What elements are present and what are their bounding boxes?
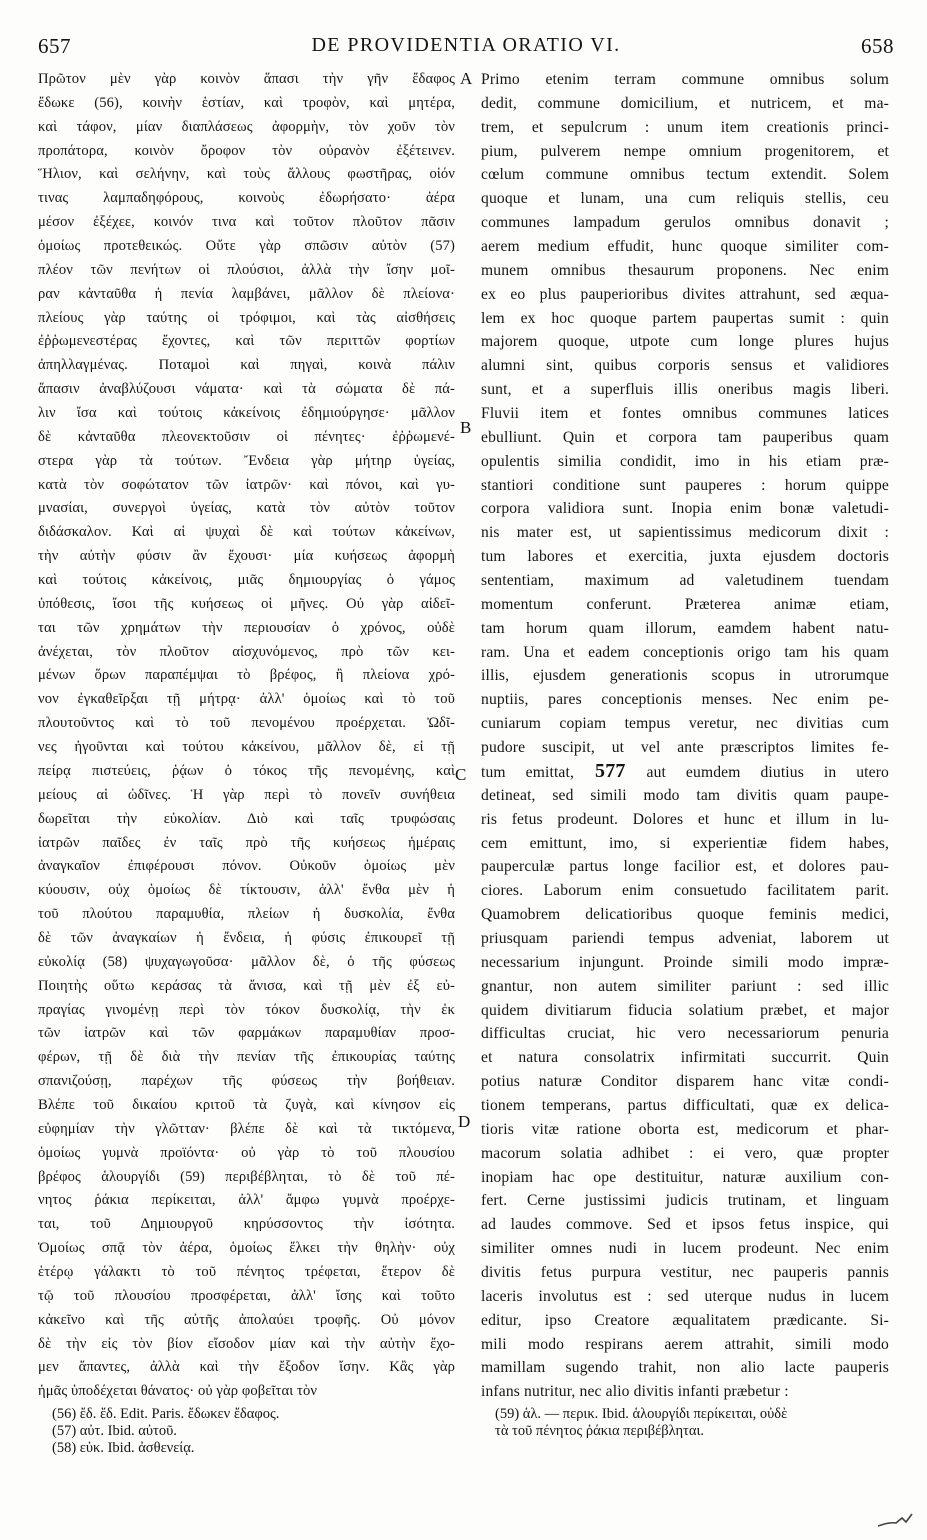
latin-line: munem omnibus thesaurum proponens. Nec enim	[481, 261, 889, 279]
greek-line: σπανιζούσῃ, παρέχων τῆς φύσεως τὴν βοήθειαν.	[38, 1073, 455, 1090]
greek-line: ται, τοῦ Δημιουργοῦ κηρύσσοντος τὴν ἰσότητα.	[38, 1216, 455, 1233]
latin-line: tioris vitæ ratione oborta est, medicorum et phar-	[481, 1120, 889, 1138]
latin-line: cœlum commune omnibus tectum extendit. Solem	[481, 166, 889, 184]
latin-line: illis, ejusdem generationis scopus in utrorumque	[481, 667, 889, 685]
latin-line: difficultas cruciat, hic vero necessariorum penuria	[481, 1025, 889, 1043]
greek-line: δὲ τῶν ἀναγκαίων ἡ ἔνδεια, ἡ φύσις ἐπικουρεῖ τῇ	[38, 929, 455, 946]
greek-line: κύουσιν, οὐχ ὁμοίως δὲ τίκτουσιν, ἀλλ' ἔνθα μὲν ἡ	[38, 882, 455, 899]
latin-line: corpora validiora sunt. Inopia enim bonæ valetudi-	[481, 500, 889, 518]
latin-text-column	[481, 68, 889, 1404]
latin-line: laceris involutus est : sed uterque nudus in lucem	[481, 1287, 889, 1305]
greek-line: νες ἡγοῦνται καὶ τούτου κἀκείνου, μᾶλλον δὲ, εἰ τῇ	[38, 739, 455, 756]
greek-line: ἰατρῶν παῖδες ἐν ταῖς πρὸ τῆς κυήσεως ἡμέραις	[38, 834, 455, 851]
latin-line-text: aut eumdem diutius in utero	[646, 763, 889, 781]
greek-line: δὲ κἀνταῦθα πλεονεκτοῦσιν οἱ πένητες· ἐῤῥωμενέ-	[38, 428, 455, 445]
latin-line: pauperculæ partus longe facilior est, et dolores pau-	[481, 858, 889, 876]
latin-line: mili modo respirans aerem attrahit, simili modo	[481, 1335, 889, 1353]
latin-line: similiter omnes nudi in lucem prodeunt. Nec enim	[481, 1240, 889, 1258]
footnote: (57) αὐτ. Ibid. αὐτοῦ.	[52, 1423, 177, 1439]
latin-line: ris fetus prodeunt. Dolores et hunc et illum in lu-	[481, 810, 889, 828]
greek-line: μνασίαι, συνεργοὶ ὑγείας, κατὰ τὸν αὐτὸν τοῦτον	[38, 500, 455, 517]
greek-line: πλουτοῦντος καὶ τὸ τοῦ πενομένου προέρχεται. Ὠδῖ-	[38, 715, 455, 732]
greek-line: διδάσκαλον. Καὶ αἱ ψυχαὶ δὲ καὶ τούτων κἀκείνων,	[38, 524, 455, 541]
latin-line: necessarium injungunt. Proinde simili modo impræ-	[481, 953, 889, 971]
latin-line: trem, et sepulcrum : unum item creationis princi-	[481, 118, 889, 136]
greek-line: Ποιητὴς οὕτω κεράσας τὰ ἄνισα, καὶ τῇ μὲν ἐξ εὐ-	[38, 977, 455, 994]
latin-line: potius naturæ Conditor disparem hanc vitæ condi-	[481, 1073, 889, 1091]
greek-line: μένων ὅρων παραπέμψαι τὸ βρέφος, ἢ πλείονα χρό-	[38, 667, 455, 684]
margin-letter-d: D	[458, 1112, 471, 1131]
greek-line: νον ἐγκαθεῖρξαι τῇ μήτρᾳ· ἀλλ' ὁμοίως καὶ τὸ τοῦ	[38, 691, 455, 708]
greek-line: μείους αἱ ὠδῖνες. Ἡ γὰρ περὶ τὸ πονεῖν συνήθεια	[38, 786, 455, 803]
latin-line: fert. Cerne justissimi judicis trutinam, et linguam	[481, 1192, 889, 1210]
greek-line: ἔδωκε (56), κοινὴν ἑστίαν, καὶ τροφὸν, καὶ μητέρα,	[38, 94, 455, 111]
footnote: τὰ τοῦ πένητος ῥάκια περιβέβληται.	[495, 1423, 705, 1439]
latin-line: ram. Una et eadem conceptionis origo tam his quam	[481, 643, 889, 661]
latin-line: ex eo plus pauperioribus divites attrahunt, sed æqua-	[481, 285, 889, 303]
latin-line: alumni sint, quibus corporis sensus et validiores	[481, 357, 889, 375]
latin-line: cuniarum copiam tempus veretur, nec divitias cum	[481, 715, 889, 733]
greek-line: ἑτέρῳ γάλακτι τὸ τοῦ πένητος τρέφεται, ἕτερον δὲ	[38, 1263, 455, 1280]
greek-line: δωρεῖται τὴν εὐκολίαν. Διὸ καὶ ταῖς τρυφώσαις	[38, 810, 455, 827]
latin-line: Quamobrem delicatioribus quoque feminis medici,	[481, 906, 889, 924]
greek-line: πλείους γὰρ ταύτης οἱ τρόφιμοι, καὶ τὰς αἰσθήσεις	[38, 309, 455, 326]
greek-line: Βλέπε τοῦ δικαίου κριτοῦ τὰ ζυγὰ, καὶ κίνησον εἰς	[38, 1096, 455, 1113]
page-header	[38, 34, 894, 60]
greek-line: ἐῤῥωμενεστέρας ἔχοντες, καὶ τῶν περιττῶν φορτίων	[38, 333, 455, 350]
latin-line: tam horum quam illorum, eamdem habent natu-	[481, 619, 889, 637]
greek-line: καὶ τούτοις κἀκείνοις, μιᾶς δημιουργίας ὁ γάμος	[38, 572, 455, 589]
footnotes-greek	[52, 1406, 452, 1457]
latin-line: Primo etenim terram commune omnibus solum	[481, 71, 889, 88]
latin-line: stantiori conditione sunt pauperes : horum quippe	[481, 476, 889, 494]
greek-line: ται τῶν χρημάτων τὴν περιουσίαν ὁ χρόνος, οὐδὲ	[38, 619, 455, 636]
latin-line: tionem temperans, partus difficultati, quæ ex delica-	[481, 1096, 889, 1114]
footnotes-latin	[495, 1406, 895, 1440]
latin-line-text: tum emittat,	[481, 763, 575, 781]
greek-line: εὐκολίᾳ (58) ψυχαγωγοῦσα· μᾶλλον δὲ, ὁ τῆς φύσεως	[38, 953, 455, 970]
latin-line: pudore suscipit, ut vel ante præscriptos limites fe-	[481, 739, 889, 757]
column-number-577: 577	[574, 759, 647, 782]
greek-line: ραν κἀνταῦθα ἡ πενία λαμβάνει, μᾶλλον δὲ πλείονα·	[38, 285, 455, 302]
greek-line: τὴν αὐτὴν φύσιν ἂν ἔχουσι· μία κυήσεως ἀφορμὴ	[38, 548, 455, 565]
greek-line: μέσον ἐξέχεε, κοινόν τινα καὶ τοῦτον πλοῦτον πᾶσιν	[38, 214, 455, 231]
greek-line: τῶν ἰατρῶν καὶ τῶν φαρμάκων παραμυθίαν προσ-	[38, 1025, 455, 1042]
greek-line: τοῦ πλούτου παραμυθία, πλείων ἡ δυσκολία, ἔνθα	[38, 906, 455, 923]
greek-line: τῷ τοῦ πλουσίου προσφέρεται, ἀλλ' ἴσης καὶ τοῦτο	[38, 1287, 455, 1304]
greek-line: βρέφος ἁλουργίδι (59) περιβέβληται, τὸ δὲ τοῦ πέ-	[38, 1168, 455, 1185]
margin-letter-c: C	[455, 765, 467, 784]
latin-line: cem emittunt, imo, si experientiæ fidem habes,	[481, 834, 889, 852]
latin-line: priusquam pariendi tempus adveniat, laborem ut	[481, 929, 889, 947]
greek-line: μεν ἅπαντες, ἀλλὰ καὶ τὴν ἔξοδον ἴσην. Κἂς γὰρ	[38, 1359, 455, 1376]
latin-line: infans nutritur, nec alio divitis infanti præbetur :	[481, 1383, 789, 1401]
latin-line: detineat, sed simili modo tam divitis quam paupe-	[481, 786, 889, 804]
footnote: (59) ἁλ. — περικ. Ibid. ἁλουργίδι περίκειται, οὐδὲ	[495, 1406, 788, 1422]
greek-line: Πρῶτον μὲν γὰρ κοινὸν ἅπασι τὴν γῆν ἔδαφος	[38, 71, 455, 87]
greek-line: πραγίας γινομένῃ περὶ τὸν τόκον δυσκολίᾳ, τὴν ἐκ	[38, 1001, 455, 1018]
latin-line: momentum conferunt. Præterea animæ etiam,	[481, 595, 889, 613]
greek-line: νητος ῥάκια περίκειται, ἀλλ' ἄμφω γυμνὰ προέρχε-	[38, 1192, 455, 1209]
latin-line: opulentis similia condidit, imo in his etiam præ-	[481, 452, 889, 470]
latin-line: nuptiis, pares conceptionis menses. Nec enim pe-	[481, 691, 889, 709]
greek-line: πείρᾳ πιστεύεις, ῥᾴων ὁ τόκος τῆς πενομένης, καὶ	[38, 762, 455, 779]
latin-line: dedit, commune domicilium, et nutricem, et ma-	[481, 94, 889, 112]
greek-line: στερα γὰρ τὰ τούτων. Ἔνδεια γὰρ μήτηρ ὑγείας,	[38, 452, 455, 469]
latin-line: divitis fetus purpura vestitur, nec pauperis pannis	[481, 1263, 889, 1281]
footnote: (56) ἔδ. ἔδ. Edit. Paris. ἔδωκεν ἔδαφος.	[52, 1406, 280, 1422]
greek-line: ἀναγκαῖον ἐπιφέρουσι πόνον. Οὐκοῦν ὁμοίως μὲν	[38, 858, 455, 875]
greek-line: ἀνέχεται, τὸν πλοῦτον αἰσχυνόμενος, πρὸ τῶν κει-	[38, 643, 455, 660]
greek-line: πλέον τῶν πενήτων οἱ πλούσιοι, ἀλλὰ τὴν ἴσην μοῖ-	[38, 261, 455, 278]
latin-line: ebulliunt. Quin et corpora tam pauperibus quam	[481, 428, 889, 446]
latin-line: pium, pulverem nempe omnium progenitorem, et	[481, 142, 889, 160]
latin-line: quidem divitiarum fiducia solatium præbet, et major	[481, 1001, 889, 1019]
latin-line: macorum solatia adhibet : ei vero, quæ propter	[481, 1144, 889, 1162]
page-number-left: 657	[38, 34, 71, 58]
latin-line: inopiam hac ope destituitur, naturæ auxilium con-	[481, 1168, 889, 1186]
latin-line: nis mater est, ut sapientissimus medicorum dixit :	[481, 524, 889, 542]
greek-line: κἀκεῖνο καὶ τῆς αὐτῆς ἀπολαύει τροφῆς. Οὐ μόνον	[38, 1311, 455, 1328]
latin-line: et natura consolatrix infirmitati succurrit. Quin	[481, 1049, 889, 1067]
latin-line: ciores. Laborum enim consuetudo facilitatem parit.	[481, 882, 889, 900]
greek-line: εὐφημίαν τὴν γλῶτταν· βλέπε δὲ καὶ τὰ τικτόμενα,	[38, 1120, 455, 1137]
greek-line: ὁμοίως γυμνὰ προϊόντα· οὐ γὰρ τὸ τοῦ πλουσίου	[38, 1144, 455, 1161]
latin-line: tum labores et exercitia, juxta ejusdem doctoris	[481, 548, 889, 566]
latin-line: mamillam sugendo trahit, non alio lacte pauperis	[481, 1359, 889, 1377]
greek-line: ὑπόθεσις, ἴσοι τῆς κυήσεως οἱ μῆνες. Οὐ γὰρ αἰδεῖ-	[38, 595, 455, 612]
latin-line: aerem medium effudit, hunc quoque similiter com-	[481, 238, 889, 256]
greek-line: ἀπηλλαγμένας. Ποταμοὶ καὶ πηγαὶ, κοινὰ πάλιν	[38, 357, 455, 374]
greek-line: καὶ τάφον, μίαν διαπλάσεως ἀφορμὴν, τὸν χοῦν τὸν	[38, 118, 455, 135]
greek-line: Ἥλιον, καὶ σελήνην, καὶ τοὺς ἄλλους φωστῆρας, οἱόν	[38, 166, 455, 183]
latin-line: quoque et lunam, una cum reliquis stellis, ceu	[481, 190, 889, 208]
latin-line: sententiam, maximum ad valetudinem tuendam	[481, 572, 889, 590]
latin-line: ad laudes commove. Sed et ipsos fetus inspice, qui	[481, 1216, 889, 1234]
latin-line: lem ex hoc quoque partem paupertas sumit : quin	[481, 309, 889, 327]
running-title: DE PROVIDENTIA ORATIO VI.	[311, 34, 621, 56]
latin-line: gnantur, non autem similiter pariunt : sed illic	[481, 977, 889, 995]
greek-line: φέρων, τῇ δὲ διὰ τὴν πενίαν τῆς ἐπικουρίας ταύτης	[38, 1049, 455, 1066]
greek-line: λιν ἴσα καὶ τούτοις κἀκείνοις ἐδημιούργησε· μᾶλλον	[38, 405, 455, 422]
latin-line: Fluvii item et fontes omnibus communes latices	[481, 405, 889, 423]
margin-letter-a: A	[460, 69, 473, 88]
latin-line: majorem quoque, utpote cum longe plures hujus	[481, 333, 889, 351]
latin-line	[481, 760, 889, 784]
greek-line: ἡμᾶς ὑποδέχεται θάνατος· οὐ γὰρ φοβεῖται τὸν	[38, 1383, 318, 1400]
greek-line: ἅπασιν ἀναβλύζουσι νάματα· καὶ τὰ σώματα δὲ πά-	[38, 381, 455, 398]
latin-line: communes lampadum gerulos omnibus donavit ;	[481, 214, 889, 232]
latin-line: sunt, et a superfluis illis oneribus magis liberi.	[481, 381, 889, 399]
footnote: (58) εὐκ. Ibid. ἀσθενείᾳ.	[52, 1440, 195, 1456]
margin-letter-b: B	[460, 418, 472, 437]
greek-line: ὁμοίως προτεθεικώς. Οὔτε γὰρ σπῶσιν αὐτὸν (57)	[38, 238, 455, 255]
greek-line: Ὁμοίως σπᾷ τὸν ἀέρα, ὁμοίως ἕλκει τὴν θηλὴν· οὐχ	[38, 1240, 455, 1257]
greek-text-column	[38, 68, 455, 1404]
page-number-right: 658	[861, 34, 894, 58]
greek-line: τινας λαμπαδηφόρους, κοινοὺς ἐδωρήσατο· ἀέρα	[38, 190, 455, 207]
greek-line: δὲ τὴν εἰς τὸν βίον εἴσοδον μίαν καὶ τὴν αὐτὴν ἔχο-	[38, 1335, 455, 1352]
greek-line: κατὰ τὸν σοφώτατον τῶν ἰατρῶν· καὶ πόνοι, καὶ γυ-	[38, 476, 455, 493]
latin-line: editur, ipso Creatore æqualitatem prædicante. Si-	[481, 1311, 889, 1329]
greek-line: προπάτορα, κοινὸν ὄροφον τὸν οὐρανὸν ἐξέτεινεν.	[38, 142, 455, 159]
ink-mark-decoration	[876, 1510, 914, 1530]
